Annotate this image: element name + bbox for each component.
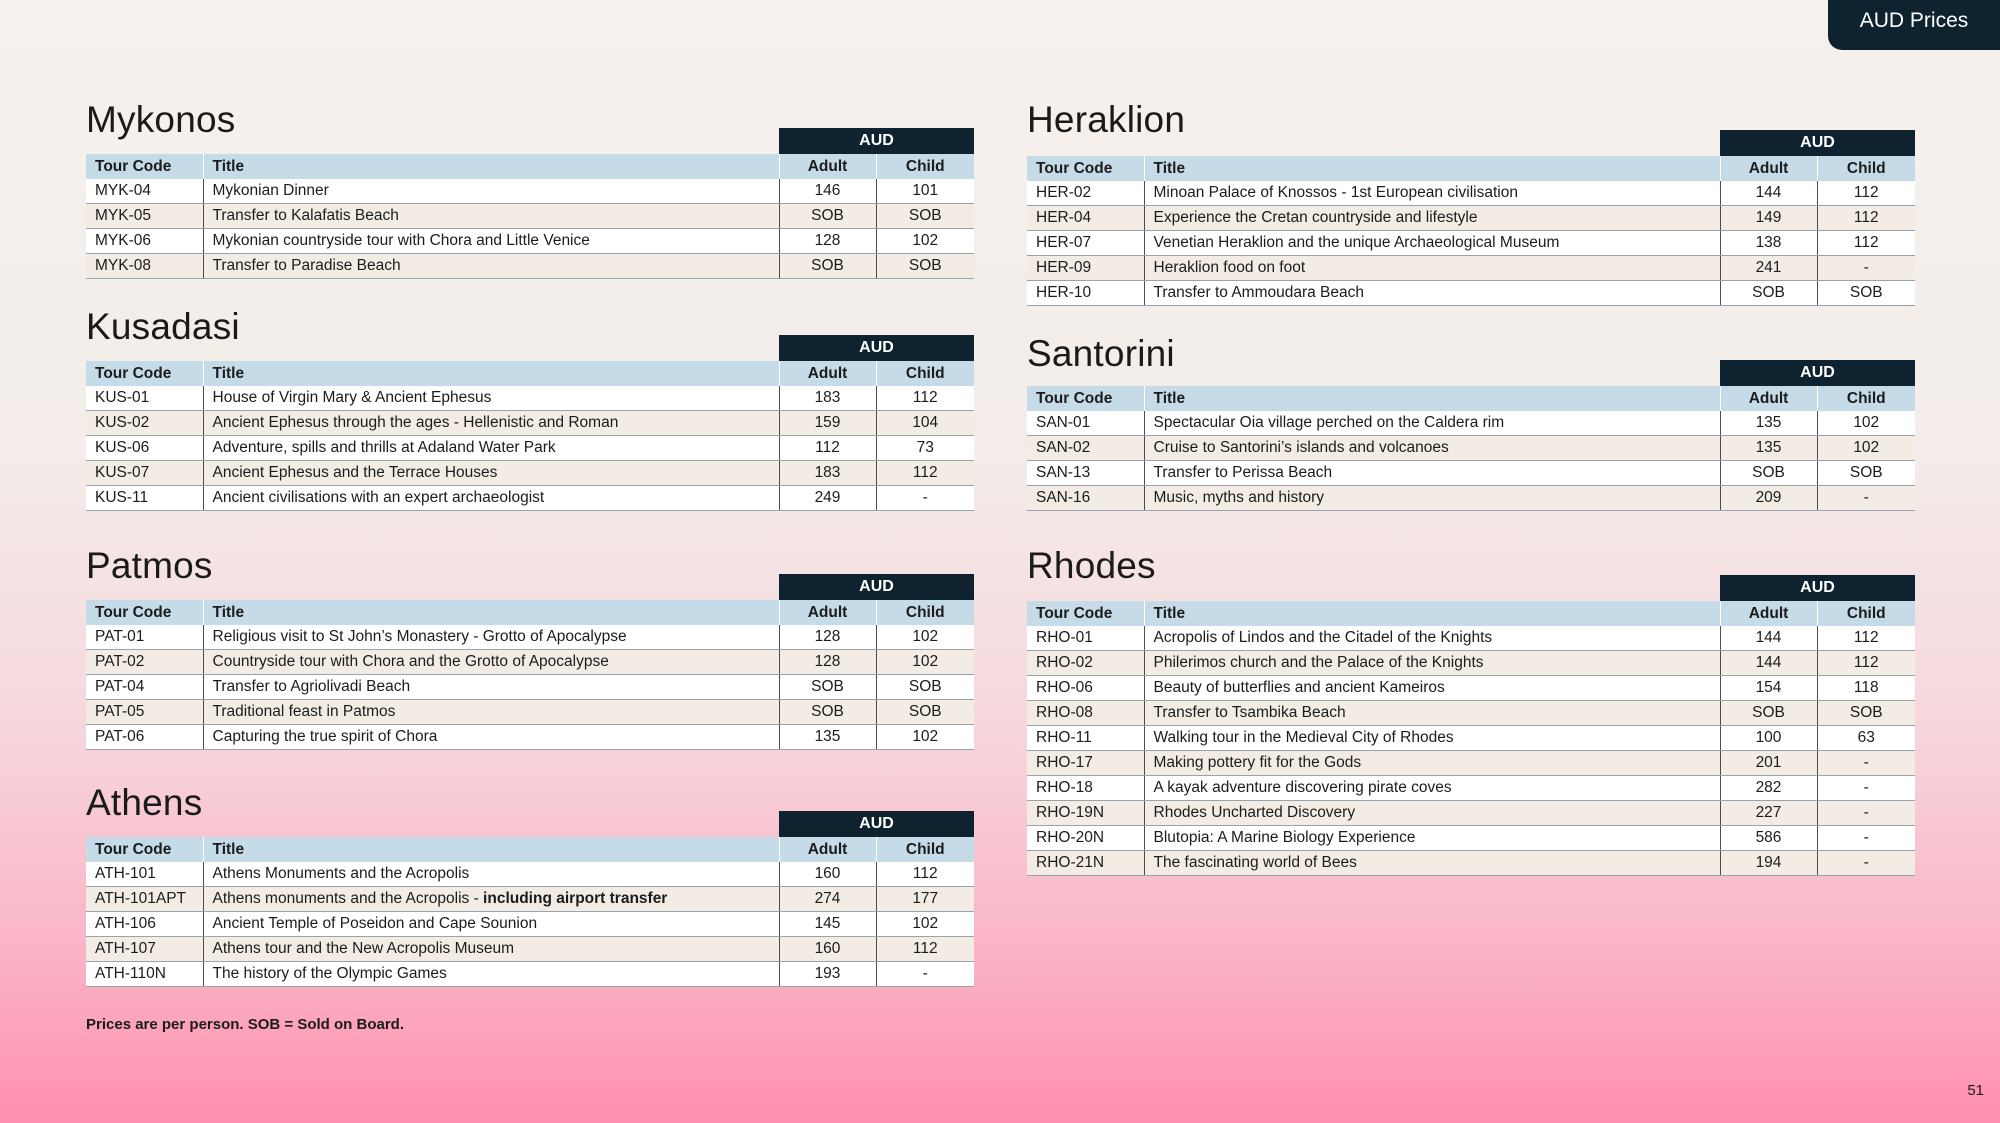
child-price: -: [1817, 826, 1915, 851]
tour-code: MYK-08: [86, 254, 203, 279]
child-price: 104: [876, 411, 974, 436]
header-row: [86, 154, 974, 179]
tour-title: [1144, 826, 1720, 851]
tour-title: [203, 486, 779, 511]
tour-title-text: Heraklion food on foot: [1153, 259, 1306, 276]
adult-price: 160: [779, 862, 876, 887]
tour-code: KUS-06: [86, 436, 203, 461]
adult-price: SOB: [779, 254, 876, 279]
adult-price: 144: [1720, 651, 1817, 676]
tour-title-text: House of Virgin Mary & Ancient Ephesus: [212, 389, 492, 406]
region-title: Mykonos: [86, 99, 236, 140]
header-child: Child: [876, 361, 974, 386]
child-price: -: [876, 962, 974, 987]
tour-code: KUS-07: [86, 461, 203, 486]
tour-title-text: Blutopia: A Marine Biology Experience: [1153, 829, 1416, 846]
tour-title: [1144, 486, 1720, 511]
table-row: [1027, 411, 1915, 436]
adult-price: 135: [1720, 411, 1817, 436]
tour-title: [1144, 411, 1720, 436]
tour-title-text: Transfer to Tsambika Beach: [1153, 704, 1346, 721]
tour-title-text: The fascinating world of Bees: [1153, 854, 1357, 871]
header-adult: Adult: [779, 600, 876, 625]
child-price: 102: [876, 625, 974, 650]
adult-price: 274: [779, 887, 876, 912]
price-table: [86, 154, 974, 279]
table-row: [86, 650, 974, 675]
tour-title-text: Music, myths and history: [1153, 489, 1325, 506]
region-title: Santorini: [1027, 333, 1175, 374]
tour-code: RHO-11: [1027, 726, 1144, 751]
price-table: [86, 837, 974, 987]
child-price: 112: [876, 386, 974, 411]
adult-price: 135: [779, 725, 876, 750]
header-row: [86, 837, 974, 862]
table-row: [86, 862, 974, 887]
adult-price: SOB: [1720, 701, 1817, 726]
adult-price: 183: [779, 461, 876, 486]
table-row: [86, 912, 974, 937]
footnote: Prices are per person. SOB = Sold on Board.: [86, 1016, 405, 1033]
tour-code: KUS-02: [86, 411, 203, 436]
tour-code: ATH-106: [86, 912, 203, 937]
adult-price: 227: [1720, 801, 1817, 826]
tour-title: [203, 204, 779, 229]
child-price: -: [1817, 801, 1915, 826]
child-price: -: [1817, 776, 1915, 801]
tour-title-text: Capturing the true spirit of Chora: [212, 728, 438, 745]
currency-header: AUD: [1720, 360, 1915, 386]
tour-title: [1144, 256, 1720, 281]
table-row: [1027, 436, 1915, 461]
tour-title: [1144, 701, 1720, 726]
tour-code: HER-02: [1027, 181, 1144, 206]
adult-price: 193: [779, 962, 876, 987]
tour-code: PAT-02: [86, 650, 203, 675]
adult-price: 159: [779, 411, 876, 436]
tour-title-text: Spectacular Oia village perched on the Caldera rim: [1153, 414, 1505, 431]
adult-price: 144: [1720, 626, 1817, 651]
tour-code: RHO-18: [1027, 776, 1144, 801]
adult-price: 194: [1720, 851, 1817, 876]
table-row: [86, 411, 974, 436]
tour-code: PAT-01: [86, 625, 203, 650]
adult-price: 135: [1720, 436, 1817, 461]
child-price: -: [1817, 486, 1915, 511]
header-title: Title: [203, 600, 779, 625]
aud-prices-badge: AUD Prices: [1828, 0, 2000, 50]
tour-title-text: Athens tour and the New Acropolis Museum: [212, 940, 515, 957]
child-price: 73: [876, 436, 974, 461]
child-price: 101: [876, 179, 974, 204]
tour-code: RHO-01: [1027, 626, 1144, 651]
tour-title-emphasis: including airport transfer: [483, 890, 668, 907]
table-row: [86, 625, 974, 650]
tour-title-text: Athens Monuments and the Acropolis: [212, 865, 470, 882]
tour-code: PAT-05: [86, 700, 203, 725]
table-row: [1027, 486, 1915, 511]
tour-code: HER-07: [1027, 231, 1144, 256]
tour-title-text: Ancient civilisations with an expert archaeologist: [212, 489, 545, 506]
region-title: Patmos: [86, 545, 213, 586]
adult-price: SOB: [1720, 281, 1817, 306]
adult-price: 160: [779, 937, 876, 962]
table-row: [86, 204, 974, 229]
header-title: Title: [1144, 386, 1720, 411]
tour-code: ATH-110N: [86, 962, 203, 987]
table-row: [86, 962, 974, 987]
tour-title-text: Ancient Temple of Poseidon and Cape Sounion: [212, 915, 538, 932]
currency-header: AUD: [779, 128, 974, 154]
tour-code: ATH-101APT: [86, 887, 203, 912]
tour-title: [203, 862, 779, 887]
tour-title-text: The history of the Olympic Games: [212, 965, 447, 982]
tour-title-text: Experience the Cretan countryside and lifestyle: [1153, 209, 1478, 226]
child-price: 112: [1817, 651, 1915, 676]
table-row: [1027, 826, 1915, 851]
tour-code: SAN-16: [1027, 486, 1144, 511]
table-row: [1027, 281, 1915, 306]
header-title: Title: [203, 154, 779, 179]
table-row: [1027, 726, 1915, 751]
adult-price: 183: [779, 386, 876, 411]
child-price: 102: [1817, 411, 1915, 436]
table-row: [1027, 256, 1915, 281]
tour-title: [1144, 181, 1720, 206]
tour-code: SAN-13: [1027, 461, 1144, 486]
child-price: 112: [1817, 181, 1915, 206]
tour-title: [203, 179, 779, 204]
tour-title-text: Mykonian Dinner: [212, 182, 329, 199]
region-title: Rhodes: [1027, 545, 1156, 586]
adult-price: SOB: [1720, 461, 1817, 486]
header-row: [1027, 156, 1915, 181]
tour-code: RHO-17: [1027, 751, 1144, 776]
tour-title: [1144, 436, 1720, 461]
table-row: [1027, 206, 1915, 231]
header-row: [86, 600, 974, 625]
adult-price: 128: [779, 650, 876, 675]
price-table: [1027, 156, 1915, 306]
header-adult: Adult: [779, 361, 876, 386]
price-table: [1027, 601, 1915, 876]
tour-code: ATH-101: [86, 862, 203, 887]
tour-title-text: Rhodes Uncharted Discovery: [1153, 804, 1356, 821]
tour-title-text: Adventure, spills and thrills at Adaland Water Park: [212, 439, 556, 456]
adult-price: 241: [1720, 256, 1817, 281]
child-price: 102: [1817, 436, 1915, 461]
table-row: [1027, 461, 1915, 486]
tour-title: [203, 937, 779, 962]
tour-title-text: Mykonian countryside tour with Chora and Little Venice: [212, 232, 590, 249]
tour-code: ATH-107: [86, 937, 203, 962]
table-row: [1027, 676, 1915, 701]
table-row: [86, 461, 974, 486]
tour-code: MYK-06: [86, 229, 203, 254]
tour-code: PAT-04: [86, 675, 203, 700]
child-price: -: [1817, 851, 1915, 876]
table-row: [86, 937, 974, 962]
table-row: [86, 254, 974, 279]
child-price: SOB: [876, 700, 974, 725]
child-price: 102: [876, 229, 974, 254]
currency-header: AUD: [1720, 575, 1915, 601]
header-adult: Adult: [1720, 386, 1817, 411]
adult-price: SOB: [779, 675, 876, 700]
page-number: 51: [1967, 1082, 1984, 1099]
tour-code: RHO-21N: [1027, 851, 1144, 876]
tour-title-text: Transfer to Agriolivadi Beach: [212, 678, 411, 695]
tour-title: [1144, 776, 1720, 801]
tour-title: [1144, 676, 1720, 701]
child-price: SOB: [876, 204, 974, 229]
header-tour-code: Tour Code: [86, 361, 203, 386]
tour-code: KUS-11: [86, 486, 203, 511]
tour-title: [203, 887, 779, 912]
tour-code: PAT-06: [86, 725, 203, 750]
child-price: SOB: [876, 675, 974, 700]
currency-header: AUD: [779, 335, 974, 361]
region-title: Kusadasi: [86, 306, 240, 347]
tour-title: [203, 254, 779, 279]
child-price: 112: [876, 461, 974, 486]
tour-title-text: Beauty of butterflies and ancient Kameiros: [1153, 679, 1445, 696]
header-child: Child: [1817, 601, 1915, 626]
table-row: [86, 229, 974, 254]
header-child: Child: [876, 154, 974, 179]
header-row: [1027, 386, 1915, 411]
tour-code: HER-04: [1027, 206, 1144, 231]
header-child: Child: [876, 600, 974, 625]
child-price: SOB: [1817, 281, 1915, 306]
currency-header: AUD: [779, 574, 974, 600]
header-title: Title: [203, 361, 779, 386]
tour-title-text: Transfer to Kalafatis Beach: [212, 207, 399, 224]
tour-title-text: Transfer to Ammoudara Beach: [1153, 284, 1364, 301]
table-row: [86, 386, 974, 411]
table-row: [1027, 701, 1915, 726]
tour-title-text: Traditional feast in Patmos: [212, 703, 396, 720]
header-adult: Adult: [1720, 601, 1817, 626]
child-price: 112: [1817, 206, 1915, 231]
tour-title: [1144, 651, 1720, 676]
header-title: Title: [203, 837, 779, 862]
table-row: [1027, 751, 1915, 776]
tour-title: [203, 411, 779, 436]
tour-code: RHO-19N: [1027, 801, 1144, 826]
adult-price: 128: [779, 625, 876, 650]
tour-code: MYK-04: [86, 179, 203, 204]
header-child: Child: [1817, 156, 1915, 181]
tour-title-text: Athens monuments and the Acropolis -: [212, 890, 484, 907]
tour-code: SAN-01: [1027, 411, 1144, 436]
adult-price: 145: [779, 912, 876, 937]
tour-title: [203, 700, 779, 725]
header-row: [86, 361, 974, 386]
child-price: 102: [876, 650, 974, 675]
tour-title: [1144, 231, 1720, 256]
header-tour-code: Tour Code: [86, 600, 203, 625]
header-tour-code: Tour Code: [1027, 601, 1144, 626]
tour-title-text: Minoan Palace of Knossos - 1st European civilisation: [1153, 184, 1518, 201]
price-table: [86, 361, 974, 511]
child-price: 177: [876, 887, 974, 912]
header-adult: Adult: [1720, 156, 1817, 181]
table-row: [1027, 801, 1915, 826]
header-tour-code: Tour Code: [1027, 156, 1144, 181]
adult-price: 586: [1720, 826, 1817, 851]
table-row: [1027, 776, 1915, 801]
child-price: 102: [876, 912, 974, 937]
header-title: Title: [1144, 601, 1720, 626]
tour-title: [203, 229, 779, 254]
tour-title: [203, 461, 779, 486]
table-row: [86, 436, 974, 461]
header-tour-code: Tour Code: [86, 154, 203, 179]
child-price: 112: [1817, 231, 1915, 256]
currency-header: AUD: [779, 811, 974, 837]
adult-price: SOB: [779, 204, 876, 229]
child-price: SOB: [876, 254, 974, 279]
adult-price: SOB: [779, 700, 876, 725]
header-tour-code: Tour Code: [1027, 386, 1144, 411]
header-adult: Adult: [779, 154, 876, 179]
tour-title-text: Venetian Heraklion and the unique Archaeological Museum: [1153, 234, 1560, 251]
tour-title-text: Philerimos church and the Palace of the Knights: [1153, 654, 1484, 671]
tour-title-text: Religious visit to St John’s Monastery - Grotto of Apocalypse: [212, 628, 627, 645]
tour-title: [203, 675, 779, 700]
table-row: [86, 675, 974, 700]
table-row: [1027, 626, 1915, 651]
adult-price: 209: [1720, 486, 1817, 511]
tour-title: [1144, 206, 1720, 231]
table-row: [1027, 851, 1915, 876]
tour-title-text: Transfer to Perissa Beach: [1153, 464, 1333, 481]
child-price: SOB: [1817, 701, 1915, 726]
table-row: [1027, 181, 1915, 206]
child-price: 102: [876, 725, 974, 750]
tour-title: [203, 912, 779, 937]
tour-code: RHO-06: [1027, 676, 1144, 701]
tour-title: [1144, 801, 1720, 826]
table-row: [86, 486, 974, 511]
table-row: [1027, 651, 1915, 676]
tour-title: [203, 625, 779, 650]
adult-price: 138: [1720, 231, 1817, 256]
table-row: [86, 887, 974, 912]
adult-price: 100: [1720, 726, 1817, 751]
tour-title: [1144, 281, 1720, 306]
tour-title-text: Countryside tour with Chora and the Grotto of Apocalypse: [212, 653, 609, 670]
tour-code: RHO-20N: [1027, 826, 1144, 851]
header-adult: Adult: [779, 837, 876, 862]
tour-title: [203, 650, 779, 675]
header-child: Child: [1817, 386, 1915, 411]
tour-title: [203, 436, 779, 461]
tour-title-text: Transfer to Paradise Beach: [212, 257, 401, 274]
region-title: Athens: [86, 782, 203, 823]
tour-code: SAN-02: [1027, 436, 1144, 461]
tour-title: [1144, 851, 1720, 876]
child-price: -: [1817, 751, 1915, 776]
header-child: Child: [876, 837, 974, 862]
table-row: [1027, 231, 1915, 256]
adult-price: 112: [779, 436, 876, 461]
tour-code: RHO-08: [1027, 701, 1144, 726]
tour-title: [203, 725, 779, 750]
tour-title-text: Walking tour in the Medieval City of Rhodes: [1153, 729, 1454, 746]
price-table: [86, 600, 974, 750]
header-row: [1027, 601, 1915, 626]
child-price: 63: [1817, 726, 1915, 751]
adult-price: 154: [1720, 676, 1817, 701]
region-title: Heraklion: [1027, 99, 1186, 140]
header-title: Title: [1144, 156, 1720, 181]
header-tour-code: Tour Code: [86, 837, 203, 862]
tour-title: [1144, 461, 1720, 486]
child-price: -: [876, 486, 974, 511]
tour-title-text: Acropolis of Lindos and the Citadel of the Knights: [1153, 629, 1493, 646]
tour-title: [1144, 626, 1720, 651]
tour-title: [203, 386, 779, 411]
tour-title: [1144, 751, 1720, 776]
child-price: 112: [1817, 626, 1915, 651]
table-row: [86, 700, 974, 725]
child-price: -: [1817, 256, 1915, 281]
price-table: [1027, 386, 1915, 511]
child-price: 112: [876, 862, 974, 887]
tour-title-text: Cruise to Santorini’s islands and volcanoes: [1153, 439, 1449, 456]
adult-price: 282: [1720, 776, 1817, 801]
child-price: 118: [1817, 676, 1915, 701]
adult-price: 249: [779, 486, 876, 511]
adult-price: 146: [779, 179, 876, 204]
currency-header: AUD: [1720, 130, 1915, 156]
adult-price: 144: [1720, 181, 1817, 206]
table-row: [86, 179, 974, 204]
adult-price: 128: [779, 229, 876, 254]
tour-title-text: Ancient Ephesus and the Terrace Houses: [212, 464, 498, 481]
child-price: 112: [876, 937, 974, 962]
tour-title-text: Ancient Ephesus through the ages - Hellenistic and Roman: [212, 414, 619, 431]
tour-code: HER-09: [1027, 256, 1144, 281]
tour-code: RHO-02: [1027, 651, 1144, 676]
table-row: [86, 725, 974, 750]
child-price: SOB: [1817, 461, 1915, 486]
tour-title: [1144, 726, 1720, 751]
tour-title: [203, 962, 779, 987]
tour-title-text: Making pottery fit for the Gods: [1153, 754, 1362, 771]
adult-price: 149: [1720, 206, 1817, 231]
tour-code: MYK-05: [86, 204, 203, 229]
tour-code: HER-10: [1027, 281, 1144, 306]
tour-code: KUS-01: [86, 386, 203, 411]
tour-title-text: A kayak adventure discovering pirate coves: [1153, 779, 1452, 796]
adult-price: 201: [1720, 751, 1817, 776]
